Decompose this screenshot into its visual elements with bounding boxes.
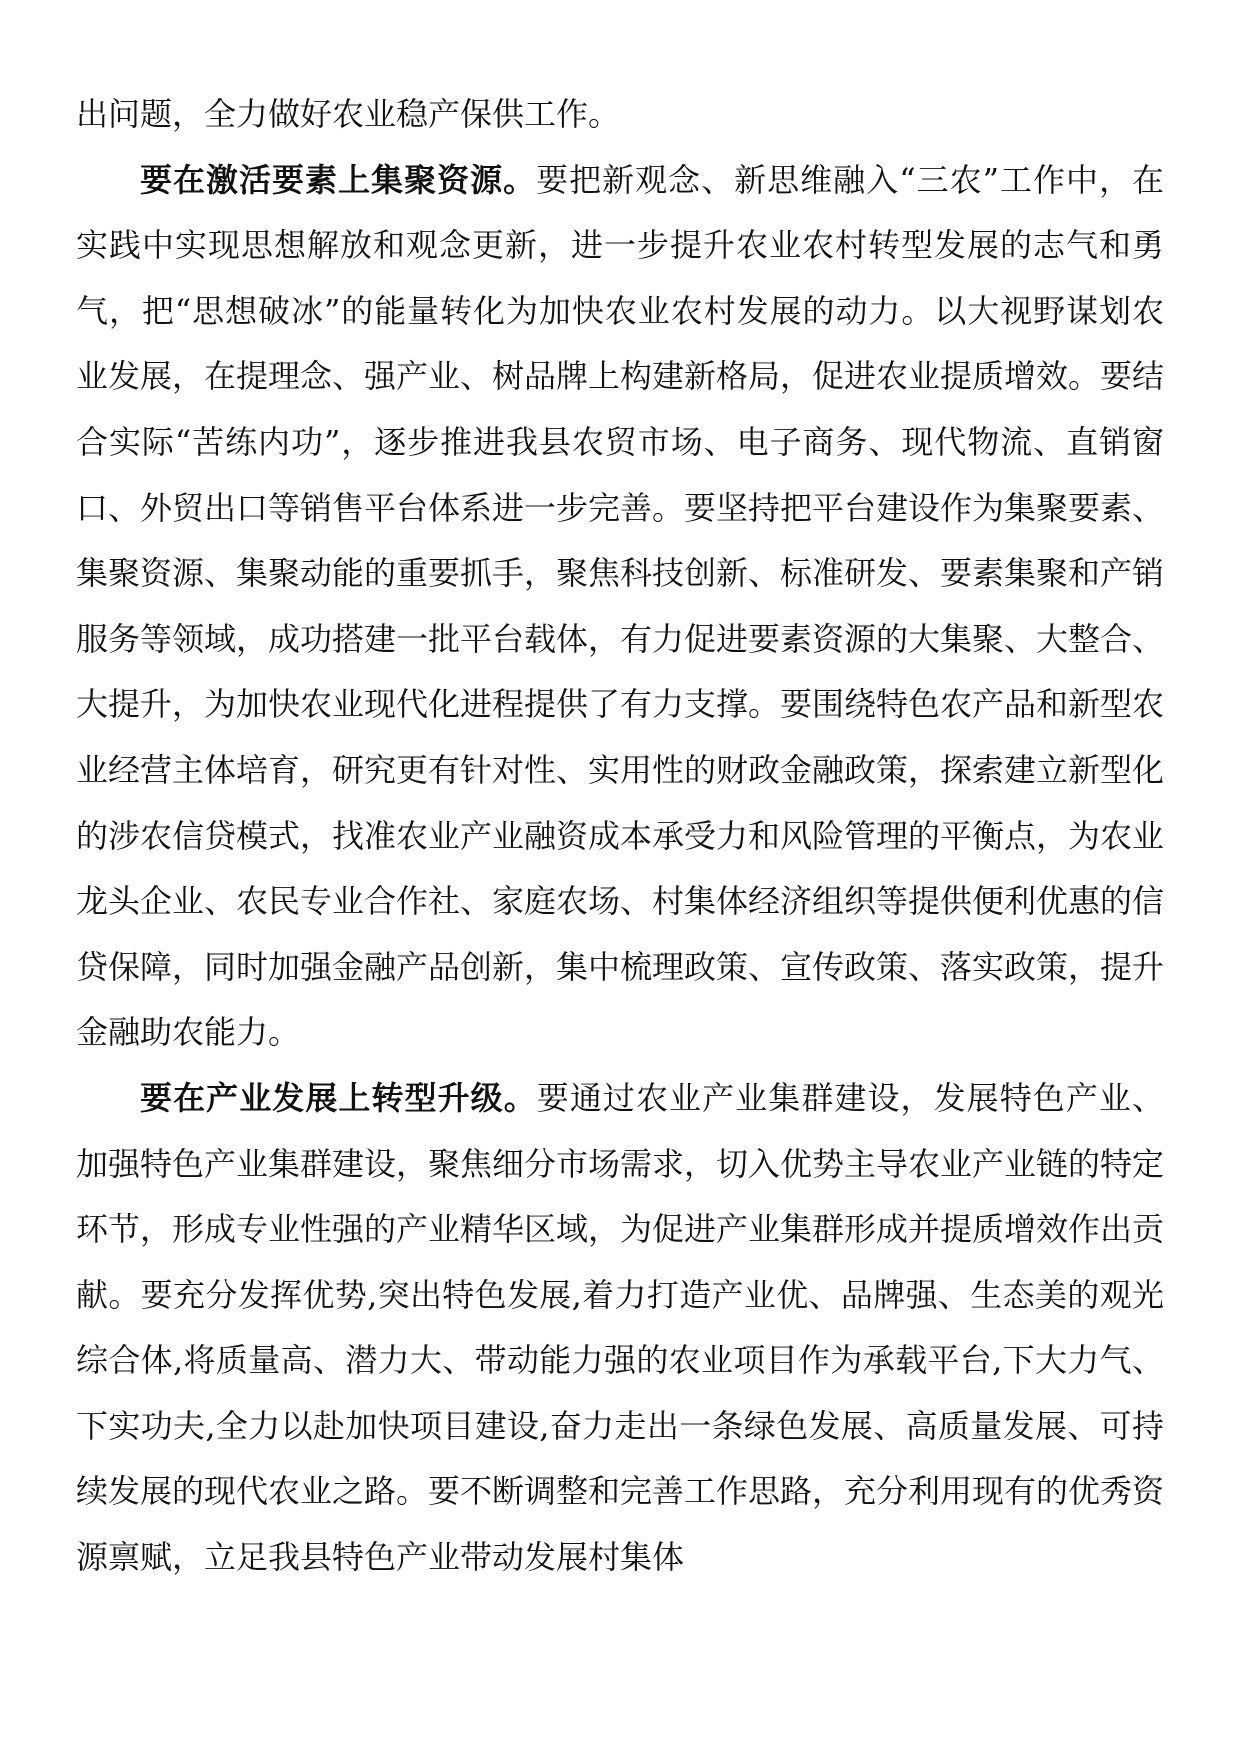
document-page: [76, 82, 1164, 1591]
paragraph-heading: 要在激活要素上集聚资源。: [140, 160, 537, 199]
paragraph-body: 要把新观念、新思维融入“三农”工作中，在实践中实现思想解放和观念更新，进一步提升农业农村转型发展的志气和勇气，把“思想破冰”的能量转化为加快农业农村发展的动力。以大视野谋划农业发展，在提理念、强产业、树品牌上构建新格局，促进农业提质增效。要结合实际“苦练内功”，逐步推进我县农贸市场、电子商务、现代物流、直销窗口、外贸出口等销售平台体系进一步完善。要坚持把平台建设作为集聚要素、集聚资源、集聚动能的重要抓手，聚焦科技创新、标准研发、要素集聚和产销服务等领域，成功搭建一批平台载体，有力促进要素资源的大集聚、大整合、大提升，为加快农业现代化进程提供了有力支撑。要围绕特色农产品和新型农业经营主体培育，研究更有针对性、实用性的财政金融政策，探索建立新型化的涉农信贷模式，找准农业产业融资成本承受力和风险管理的平衡点，为农业龙头企业、农民专业合作社、家庭农场、村集体经济组织等提供便利优惠的信贷保障，同时加强金融产品创新，集中梳理政策、宣传政策、落实政策，提升金融助农能力。: [76, 160, 1165, 1052]
paragraph-activate-factors: [76, 148, 1164, 1066]
paragraph-heading: 要在产业发展上转型升级。: [140, 1078, 537, 1117]
paragraph-body: 要通过农业产业集群建设，发展特色产业、加强特色产业集群建设，聚焦细分市场需求，切入优势主导农业产业链的特定环节，形成专业性强的产业精华区域，为促进产业集群形成并提质增效作出贡献。要充分发挥优势,突出特色发展,着力打造产业优、品牌强、生态美的观光综合体,将质量高、潜力大、带动能力强的农业项目作为承载平台,下大力气、下实功夫,全力以赴加快项目建设,奋力走出一条绿色发展、高质量发展、可持续发展的现代农业之路。要不断调整和完善工作思路，充分利用现有的优秀资源禀赋，立足我县特色产业带动发展村集体: [76, 1078, 1165, 1577]
paragraph-body: 出问题，全力做好农业稳产保供工作。: [76, 95, 621, 133]
paragraph-industry-upgrade: [76, 1066, 1164, 1591]
paragraph-continuation: [76, 82, 1164, 148]
